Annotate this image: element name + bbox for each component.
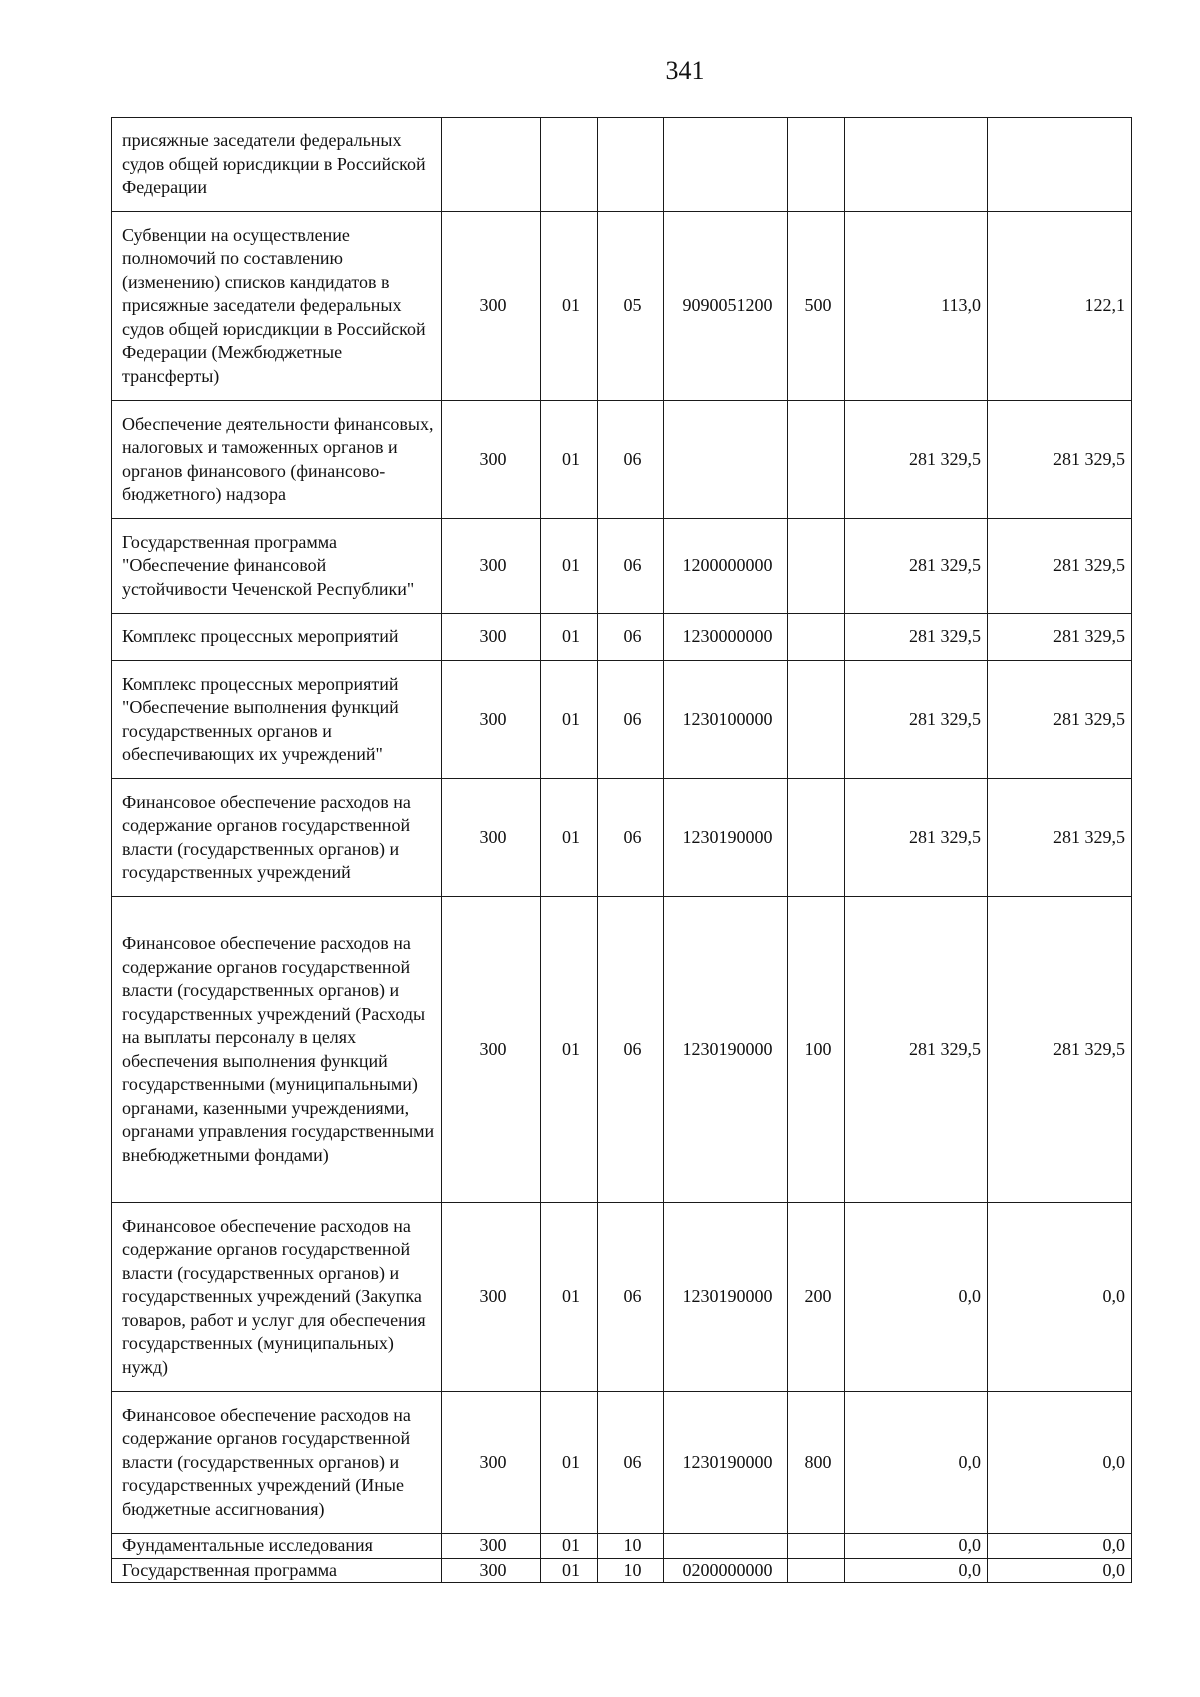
row-pr-cell: 06 xyxy=(598,614,664,661)
row-vr-cell: 100 xyxy=(788,897,845,1203)
row-gr-cell: 300 xyxy=(442,401,541,519)
row-sum2-cell: 281 329,5 xyxy=(988,614,1132,661)
row-pr-cell: 06 xyxy=(598,519,664,614)
row-pr-cell: 06 xyxy=(598,661,664,779)
page-number: 341 xyxy=(665,56,705,85)
row-sum1-cell xyxy=(845,118,988,212)
row-rz-cell: 01 xyxy=(541,1203,598,1392)
row-vr-cell xyxy=(788,614,845,661)
row-name-cell xyxy=(112,212,442,401)
row-sum1-cell: 281 329,5 xyxy=(845,779,988,897)
row-name-cell xyxy=(112,1558,442,1583)
row-rz-cell: 01 xyxy=(541,1534,598,1559)
row-rz-cell: 01 xyxy=(541,519,598,614)
table-row xyxy=(112,614,1132,661)
row-sum1-cell: 0,0 xyxy=(845,1534,988,1559)
row-sum2-cell: 281 329,5 xyxy=(988,661,1132,779)
row-name: Фундаментальные исследования xyxy=(122,1535,373,1555)
row-name-cell xyxy=(112,1392,442,1534)
row-vr-cell xyxy=(788,118,845,212)
row-name-cell xyxy=(112,661,442,779)
row-sum2-cell: 281 329,5 xyxy=(988,779,1132,897)
row-vr-cell: 200 xyxy=(788,1203,845,1392)
row-sum1-cell: 113,0 xyxy=(845,212,988,401)
row-name: Финансовое обеспечение расходов на содержание органов государственной власти (государственных органов) и государственных учреждений (Расходы на выплаты персоналу в целях обеспечения выполнения функций государственными (муниципальными) органами, казенными учреждениями, органами управления государственными внебюджетными фондами) xyxy=(122,933,435,1165)
row-rz-cell: 01 xyxy=(541,614,598,661)
row-csr-cell: 9090051200 xyxy=(664,212,788,401)
row-name: Субвенции на осуществление полномочий по составлению (изменению) списков кандидатов в присяжные заседатели федеральных судов общей юрисдикции в Российской Федерации (Межбюджетные трансферты) xyxy=(122,224,426,386)
row-sum2-cell: 281 329,5 xyxy=(988,401,1132,519)
row-csr-cell: 1230000000 xyxy=(664,614,788,661)
row-name-cell xyxy=(112,614,442,661)
row-gr-cell: 300 xyxy=(442,1392,541,1534)
row-name: Государственная программа "Обеспечение финансовой устойчивости Чеченской Республики" xyxy=(122,531,415,599)
row-name-cell xyxy=(112,897,442,1203)
row-name: Обеспечение деятельности финансовых, налоговых и таможенных органов и органов финансового (финансово-бюджетного) надзора xyxy=(122,413,434,504)
row-vr-cell xyxy=(788,661,845,779)
row-csr-cell: 1200000000 xyxy=(664,519,788,614)
budget-table xyxy=(111,117,1132,1583)
row-csr-cell xyxy=(664,401,788,519)
row-rz-cell: 01 xyxy=(541,212,598,401)
row-csr-cell: 0200000000 xyxy=(664,1558,788,1583)
table-row xyxy=(112,118,1132,212)
row-sum2-cell: 281 329,5 xyxy=(988,519,1132,614)
table-row xyxy=(112,1558,1132,1583)
row-name-cell xyxy=(112,779,442,897)
row-vr-cell xyxy=(788,1534,845,1559)
table-row xyxy=(112,661,1132,779)
row-name: Комплекс процессных мероприятий xyxy=(122,626,399,647)
row-sum2-cell xyxy=(988,118,1132,212)
row-vr-cell xyxy=(788,401,845,519)
table-row xyxy=(112,401,1132,519)
row-sum1-cell: 281 329,5 xyxy=(845,519,988,614)
row-sum2-cell: 0,0 xyxy=(988,1534,1132,1559)
table-row xyxy=(112,897,1132,1203)
row-csr-cell xyxy=(664,1534,788,1559)
row-vr-cell xyxy=(788,779,845,897)
row-pr-cell: 06 xyxy=(598,897,664,1203)
row-name: Комплекс процессных мероприятий "Обеспечение выполнения функций государственных органов и обеспечивающих их учреждений" xyxy=(122,673,399,764)
row-rz-cell: 01 xyxy=(541,661,598,779)
row-rz-cell: 01 xyxy=(541,1558,598,1583)
table-row xyxy=(112,1392,1132,1534)
row-csr-cell: 1230190000 xyxy=(664,779,788,897)
row-sum2-cell: 122,1 xyxy=(988,212,1132,401)
table-row xyxy=(112,1534,1132,1559)
row-gr-cell: 300 xyxy=(442,519,541,614)
row-gr-cell: 300 xyxy=(442,661,541,779)
row-rz-cell: 01 xyxy=(541,401,598,519)
row-name: Финансовое обеспечение расходов на содержание органов государственной власти (государственных органов) и государственных учреждений (Иные бюджетные ассигнования) xyxy=(122,1404,411,1519)
row-gr-cell: 300 xyxy=(442,1558,541,1583)
row-csr-cell: 1230190000 xyxy=(664,897,788,1203)
row-name-cell xyxy=(112,1534,442,1559)
row-rz-cell: 01 xyxy=(541,1392,598,1534)
row-sum1-cell: 281 329,5 xyxy=(845,614,988,661)
row-sum2-cell: 0,0 xyxy=(988,1558,1132,1583)
row-sum1-cell: 0,0 xyxy=(845,1558,988,1583)
row-csr-cell: 1230190000 xyxy=(664,1392,788,1534)
row-rz-cell: 01 xyxy=(541,779,598,897)
row-pr-cell: 06 xyxy=(598,1203,664,1392)
row-csr-cell: 1230190000 xyxy=(664,1203,788,1392)
row-pr-cell: 10 xyxy=(598,1534,664,1559)
row-vr-cell xyxy=(788,1558,845,1583)
row-vr-cell xyxy=(788,519,845,614)
row-pr-cell xyxy=(598,118,664,212)
row-sum2-cell: 0,0 xyxy=(988,1392,1132,1534)
row-sum1-cell: 281 329,5 xyxy=(845,897,988,1203)
table-row xyxy=(112,1203,1132,1392)
row-gr-cell: 300 xyxy=(442,1534,541,1559)
row-vr-cell: 500 xyxy=(788,212,845,401)
row-name-cell xyxy=(112,1203,442,1392)
row-name: Финансовое обеспечение расходов на содержание органов государственной власти (государственных органов) и государственных учреждений xyxy=(122,791,411,882)
table-row xyxy=(112,779,1132,897)
row-sum1-cell: 0,0 xyxy=(845,1203,988,1392)
row-sum1-cell: 281 329,5 xyxy=(845,661,988,779)
row-pr-cell: 06 xyxy=(598,779,664,897)
row-vr-cell: 800 xyxy=(788,1392,845,1534)
table-row xyxy=(112,519,1132,614)
row-gr-cell: 300 xyxy=(442,897,541,1203)
row-name-cell xyxy=(112,118,442,212)
row-name-cell xyxy=(112,519,442,614)
row-pr-cell: 10 xyxy=(598,1558,664,1583)
row-rz-cell: 01 xyxy=(541,897,598,1203)
row-sum2-cell: 0,0 xyxy=(988,1203,1132,1392)
row-sum1-cell: 281 329,5 xyxy=(845,401,988,519)
row-pr-cell: 06 xyxy=(598,401,664,519)
row-gr-cell xyxy=(442,118,541,212)
row-name: Государственная программа xyxy=(122,1559,337,1580)
row-pr-cell: 06 xyxy=(598,1392,664,1534)
row-sum1-cell: 0,0 xyxy=(845,1392,988,1534)
table-row xyxy=(112,212,1132,401)
row-pr-cell: 05 xyxy=(598,212,664,401)
row-sum2-cell: 281 329,5 xyxy=(988,897,1132,1203)
row-gr-cell: 300 xyxy=(442,1203,541,1392)
row-csr-cell: 1230100000 xyxy=(664,661,788,779)
row-csr-cell xyxy=(664,118,788,212)
row-name-cell xyxy=(112,401,442,519)
row-gr-cell: 300 xyxy=(442,212,541,401)
row-name: присяжные заседатели федеральных судов общей юрисдикции в Российской Федерации xyxy=(122,130,426,198)
row-rz-cell xyxy=(541,118,598,212)
row-gr-cell: 300 xyxy=(442,614,541,661)
row-gr-cell: 300 xyxy=(442,779,541,897)
row-name: Финансовое обеспечение расходов на содержание органов государственной власти (государственных органов) и государственных учреждений (Закупка товаров, работ и услуг для обеспечения государственных (муниципальных) нужд) xyxy=(122,1215,426,1377)
